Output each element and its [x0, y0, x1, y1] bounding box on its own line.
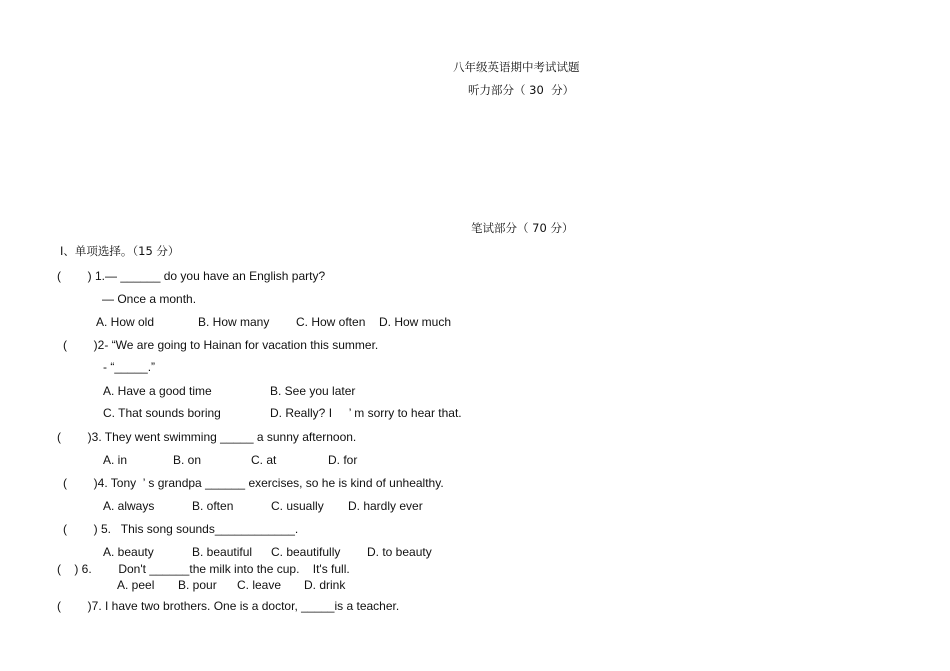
question-5-stem: ( ) 5. This song sounds____________. — [63, 522, 299, 536]
question-1-option-d: D. How much — [379, 315, 452, 329]
question-1-option-c: C. How often — [296, 315, 366, 329]
question-6-stem: ( ) 6. Don't ______the milk into the cup. It's full. — [57, 562, 350, 576]
section-heading: Ⅰ、单项选择。（15 分） — [60, 244, 180, 258]
question-2-option-d: D. Really? I ’ m sorry to hear that. — [270, 406, 462, 420]
question-1-answer: — Once a month. — [102, 292, 197, 306]
question-6-option-c: C. leave — [237, 578, 282, 592]
question-5-option-a: A. beauty — [103, 545, 154, 559]
question-5-option-b: B. beautiful — [192, 545, 253, 559]
question-4-option-c: C. usually — [271, 499, 324, 513]
question-3-option-c: C. at — [251, 453, 277, 467]
question-5-option-d: D. to beauty — [367, 545, 432, 559]
question-3-stem: ( )3. They went swimming _____ a sunny afternoon. — [57, 430, 357, 444]
question-2-stem: ( )2- “We are going to Hainan for vacation this summer. — [63, 338, 379, 352]
question-5-option-c: C. beautifully — [271, 545, 341, 559]
question-2-option-b: B. See you later — [270, 384, 356, 398]
question-7-stem: ( )7. I have two brothers. One is a doctor, _____is a teacher. — [57, 599, 400, 613]
question-2-reply: - “_____.” — [103, 360, 156, 374]
exam-title: 八年级英语期中考试试题 — [453, 60, 580, 74]
question-3-option-b: B. on — [173, 453, 202, 467]
question-1-option-a: A. How old — [96, 315, 155, 329]
question-4-stem: ( )4. Tony ’ s grandpa ______ exercises, so he is kind of unhealthy. — [63, 476, 444, 490]
listening-section-title: 听力部分（ 30 分） — [468, 83, 575, 97]
written-section-title: 笔试部分（ 70 分） — [471, 221, 574, 235]
question-6-option-b: B. pour — [178, 578, 217, 592]
question-3-option-a: A. in — [103, 453, 128, 467]
question-1-stem: ( ) 1.— ______ do you have an English party? — [57, 269, 326, 283]
question-4-option-a: A. always — [103, 499, 155, 513]
question-2-option-c: C. That sounds boring — [103, 406, 221, 420]
question-2-option-a: A. Have a good time — [103, 384, 212, 398]
question-6-option-a: A. peel — [117, 578, 155, 592]
question-3-option-d: D. for — [328, 453, 358, 467]
question-6-option-d: D. drink — [304, 578, 346, 592]
question-4-option-d: D. hardly ever — [348, 499, 423, 513]
question-4-option-b: B. often — [192, 499, 234, 513]
question-1-option-b: B. How many — [198, 315, 270, 329]
